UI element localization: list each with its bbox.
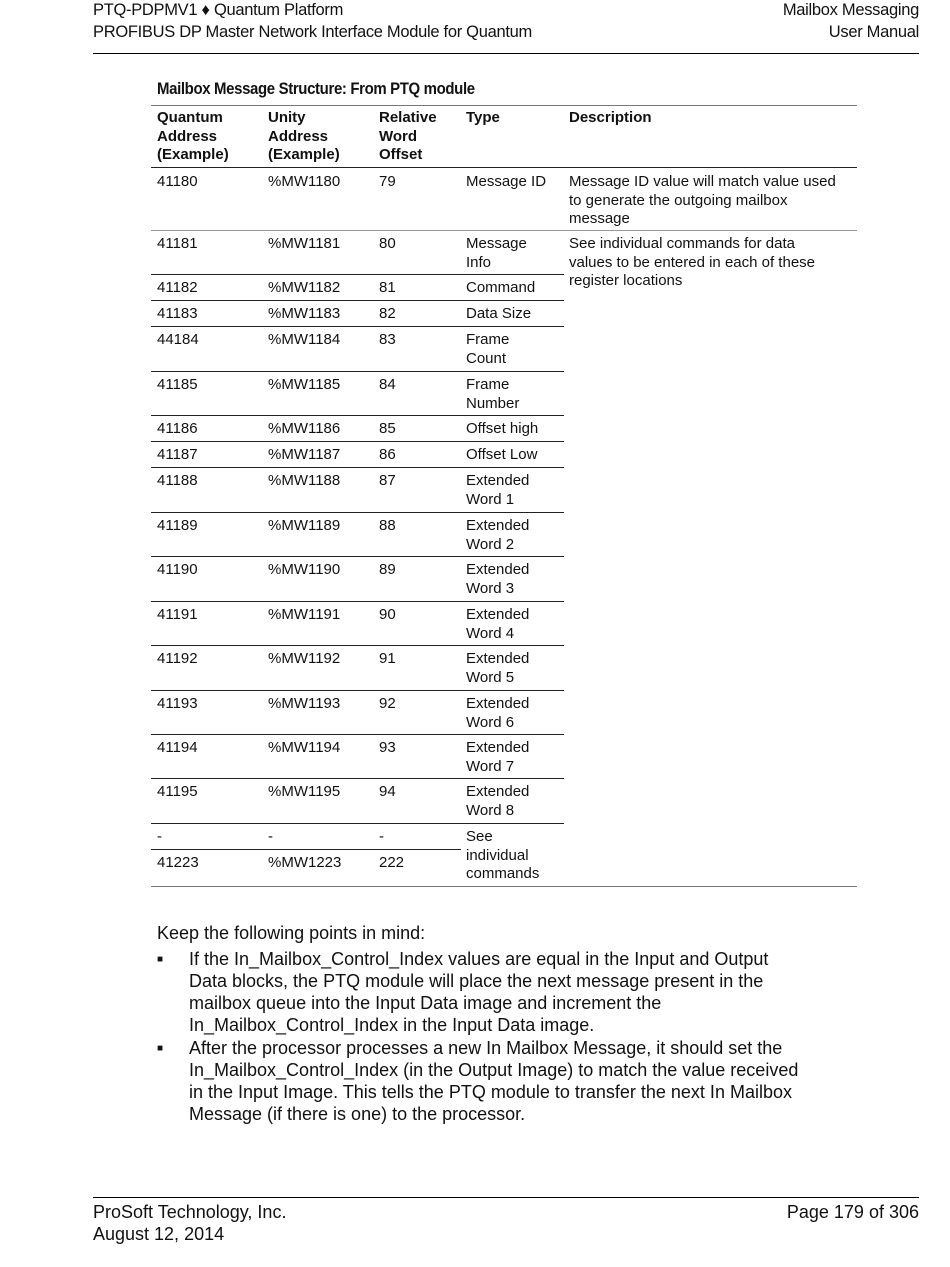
- cell-unity-address: %MW1187: [268, 446, 341, 463]
- cell-type: Extended Word 5: [466, 650, 530, 686]
- header-section-title: Mailbox Messaging: [782, 1, 919, 19]
- cell-quantum-address: 41183: [157, 305, 198, 322]
- cell-unity-address: %MW1188: [268, 472, 341, 489]
- table-row-rule: [151, 512, 564, 513]
- cell-unity-address: -: [268, 828, 273, 845]
- table-row-rule: [151, 823, 564, 824]
- cell-word-offset: 79: [379, 173, 396, 190]
- cell-quantum-address: 41192: [157, 650, 198, 667]
- cell-quantum-address: 41182: [157, 279, 198, 296]
- cell-quantum-address: 41188: [157, 472, 198, 489]
- cell-word-offset: 94: [379, 783, 396, 800]
- cell-word-offset: 83: [379, 331, 396, 348]
- header-doc-type: User Manual: [828, 23, 919, 41]
- description-rule: [564, 230, 857, 231]
- header-product-subtitle: PROFIBUS DP Master Network Interface Module for Quantum: [93, 23, 532, 41]
- cell-type: Extended Word 8: [466, 783, 530, 819]
- cell-type: Message ID: [466, 173, 547, 190]
- description-message-id: Message ID value will match value used to generate the outgoing mailbox message: [569, 173, 836, 227]
- note-item-2: After the processor processes a new In Mailbox Message, it should set the In_Mailbox_Control_Index (in the Output Image) to match the value received in the Input Image. This tells the PTQ module to transfer the next In Mailbox Message (if there is one) to the processor.: [189, 1038, 799, 1124]
- table-row-rule: [151, 556, 564, 557]
- cell-unity-address: %MW1182: [268, 279, 341, 296]
- cell-word-offset: 222: [379, 854, 405, 871]
- column-header-unity-address: Unity Address (Example): [268, 109, 340, 163]
- cell-quantum-address: 41185: [157, 376, 198, 393]
- cell-unity-address: %MW1181: [268, 235, 341, 252]
- page-header: [93, 0, 919, 54]
- cell-unity-address: %MW1189: [268, 517, 341, 534]
- cell-type: Extended Word 6: [466, 695, 530, 731]
- cell-word-offset: 84: [379, 376, 396, 393]
- table-row-rule: [151, 441, 564, 442]
- notes-intro: Keep the following points in mind:: [157, 923, 426, 943]
- cell-type: Frame Count: [466, 331, 510, 367]
- cell-type: See individual commands: [466, 828, 540, 882]
- page-footer: [93, 1197, 919, 1244]
- table-row-rule: [151, 300, 564, 301]
- table-row-rule: [151, 326, 564, 327]
- cell-type: Message Info: [466, 235, 527, 271]
- column-header-type: Type: [466, 109, 500, 126]
- footer-date: August 12, 2014: [93, 1224, 225, 1244]
- cell-unity-address: %MW1191: [268, 606, 341, 623]
- cell-word-offset: 89: [379, 561, 396, 578]
- cell-unity-address: %MW1184: [268, 331, 341, 348]
- cell-type: Offset Low: [466, 446, 538, 463]
- cell-type: Frame Number: [466, 376, 520, 412]
- cell-unity-address: %MW1185: [268, 376, 341, 393]
- cell-quantum-address: 41191: [157, 606, 198, 623]
- cell-quantum-address: 41223: [157, 854, 199, 871]
- cell-word-offset: 85: [379, 420, 396, 437]
- column-header-word-offset: Relative Word Offset: [379, 109, 437, 163]
- footer-company: ProSoft Technology, Inc.: [93, 1202, 287, 1222]
- cell-quantum-address: 41190: [157, 561, 198, 578]
- cell-type: Data Size: [466, 305, 532, 322]
- table-row-rule: [151, 601, 564, 602]
- column-header-quantum-address: Quantum Address (Example): [157, 109, 229, 163]
- cell-word-offset: 91: [379, 650, 396, 667]
- cell-unity-address: %MW1190: [268, 561, 341, 578]
- cell-quantum-address: 41181: [157, 235, 198, 252]
- cell-unity-address: %MW1193: [268, 695, 341, 712]
- cell-quantum-address: 41195: [157, 783, 198, 800]
- cell-type: Extended Word 4: [466, 606, 530, 642]
- table-row-rule: [151, 371, 564, 372]
- cell-unity-address: %MW1183: [268, 305, 341, 322]
- bullet-icon: ■: [157, 1043, 164, 1054]
- cell-unity-address: %MW1186: [268, 420, 341, 437]
- table-row-rule: [151, 645, 564, 646]
- column-header-description: Description: [569, 109, 652, 126]
- cell-quantum-address: 44184: [157, 331, 199, 348]
- table-top-rule: [151, 105, 857, 106]
- cell-unity-address: %MW1194: [268, 739, 341, 756]
- cell-type: Extended Word 1: [466, 472, 530, 508]
- cell-unity-address: %MW1223: [268, 854, 342, 871]
- table-bottom-rule: [151, 886, 857, 887]
- cell-type: Extended Word 3: [466, 561, 530, 597]
- cell-type: Command: [466, 279, 536, 296]
- cell-quantum-address: -: [157, 828, 162, 845]
- table-row-rule: [151, 734, 564, 735]
- table-row-rule: [151, 778, 564, 779]
- cell-word-offset: 92: [379, 695, 396, 712]
- cell-unity-address: %MW1180: [268, 173, 341, 190]
- cell-word-offset: 87: [379, 472, 396, 489]
- cell-quantum-address: 41194: [157, 739, 198, 756]
- cell-word-offset: 81: [379, 279, 396, 296]
- cell-quantum-address: 41180: [157, 173, 198, 190]
- cell-quantum-address: 41193: [157, 695, 198, 712]
- table-row-rule: [151, 274, 564, 275]
- table-row-rule: [151, 849, 461, 850]
- description-commands: See individual commands for data values to be entered in each of these register locations: [569, 235, 816, 289]
- table-caption: Mailbox Message Structure: From PTQ module: [157, 79, 475, 98]
- cell-word-offset: -: [379, 828, 384, 845]
- table-row-rule: [151, 415, 564, 416]
- cell-type: Extended Word 2: [466, 517, 530, 553]
- table-row-rule: [151, 690, 564, 691]
- header-product-title: PTQ-PDPMV1 ♦ Quantum Platform: [93, 1, 344, 19]
- cell-word-offset: 90: [379, 606, 396, 623]
- cell-word-offset: 86: [379, 446, 396, 463]
- cell-unity-address: %MW1192: [268, 650, 341, 667]
- cell-word-offset: 82: [379, 305, 396, 322]
- cell-word-offset: 93: [379, 739, 396, 756]
- cell-word-offset: 88: [379, 517, 396, 534]
- cell-word-offset: 80: [379, 235, 396, 252]
- note-item-1: If the In_Mailbox_Control_Index values are equal in the Input and Output Data blocks, the PTQ module will place the next message present in the mailbox queue into the Input Data image and increment the In_Mailbox_Control_Index in the Input Data image.: [189, 949, 769, 1035]
- footer-page-number: Page 179 of 306: [786, 1202, 919, 1222]
- cell-unity-address: %MW1195: [268, 783, 341, 800]
- table-row-rule: [151, 467, 564, 468]
- cell-quantum-address: 41187: [157, 446, 198, 463]
- bullet-icon: ■: [157, 954, 164, 965]
- cell-type: Extended Word 7: [466, 739, 530, 775]
- cell-type: Offset high: [466, 420, 539, 437]
- cell-quantum-address: 41186: [157, 420, 198, 437]
- table-header-rule: [151, 167, 857, 168]
- cell-quantum-address: 41189: [157, 517, 198, 534]
